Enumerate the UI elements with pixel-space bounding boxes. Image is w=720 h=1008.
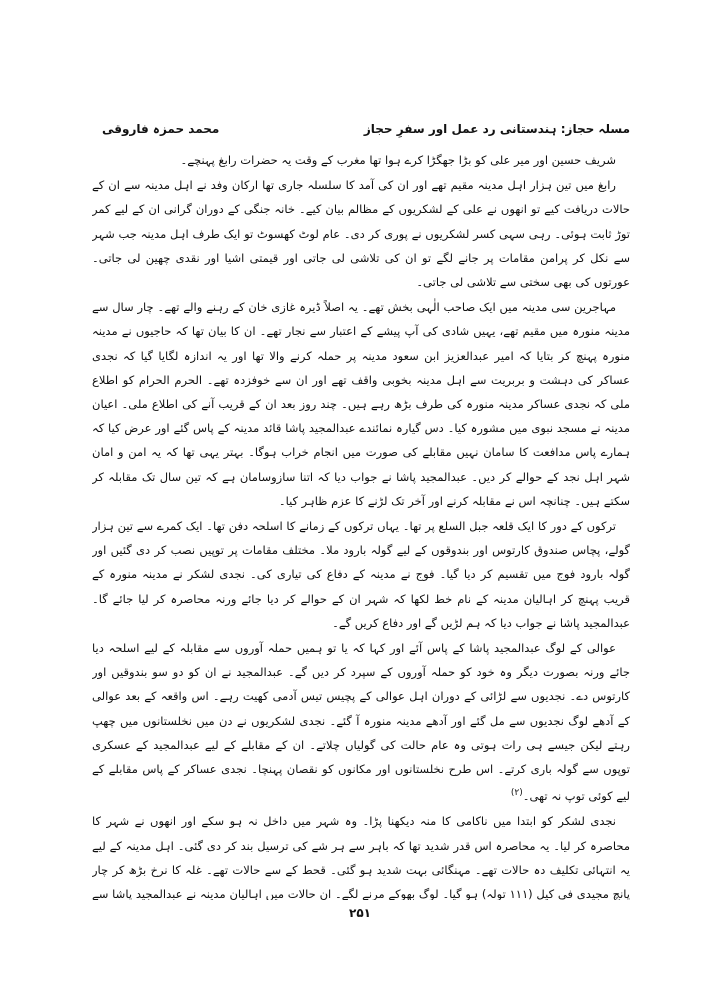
body-text — [92, 148, 630, 900]
paragraph — [92, 636, 630, 808]
page-number: ۲۵۱ — [349, 906, 371, 920]
paragraph: ترکوں کے دور کا ایک قلعہ جبل السلع پر تھا۔ یہاں ترکوں کے زمانے کا اسلحہ دفن تھا۔ ایک کمرے سے تین ہزار گولے، پچاس صندوق کارتوس اور بندوقوں کے لیے گولہ بارود ملا۔ مختلف مقامات پر توپیں نصب کر دی گئیں اور گولہ بارود فوج میں تقسیم کر دیا گیا۔ فوج نے مدینہ کے دفاع کی تیاری کی۔ نجدی لشکر نے مدینہ منورہ کے قریب پہنچ کر اہالیان مدینہ کے نام خط لکھا کہ شہر ان کے حوالے کر دیا جائے ورنہ محاصرہ کر لیا جائے گا۔ عبدالمجید پاشا نے جواب دیا کہ ہم لڑیں گے اور دفاع کریں گے۔ — [92, 519, 630, 630]
chapter-title: مسلہ حجاز: ہندستانی رد عمل اور سفرِ حجاز — [363, 122, 630, 136]
paragraph: مہاجرین سی مدینہ میں ایک صاحب الٰہی بخش تھے۔ یہ اصلاً ڈیرہ غازی خان کے رہنے والے تھے۔ چار سال سے مدینہ منورہ میں مقیم تھے، یہیں شادی کی آپ پیشے کے اعتبار سے نجار تھے۔ ان کا بیان تھا کہ حاجیوں نے مدینہ منورہ پہنچ کر بتایا کہ امیر عبدالعزیز ابن سعود مدینہ پر حملہ کرنے والا تھا اور یہ اندازہ لگایا گیا کہ نجدی عساکر کی دہشت و بربریت سے اہل مدینہ بخوبی واقف تھے اور ان سے خوفزدہ تھے۔ الحرم الحرام کو اطلاع ملی کہ نجدی عساکر مدینہ منورہ کی طرف بڑھ رہے ہیں۔ چند روز بعد ان کے قریب آنے کی اطلاع ملی۔ اعیان مدینہ نے مسجد نبوی میں مشورہ کیا۔ دس گیارہ نمائندے عبدالمجید پاشا قائد مدینہ کے پاس گئے اور عرض کیا کہ ہمارے پاس مدافعت کا سامان نہیں مقابلے کی صورت میں انجام خراب ہوگا۔ بہتر یہی تھا کہ یہ امن و امان شہر اہل نجد کے حوالے کر دیں۔ عبدالمجید پاشا نے جواب دیا کہ اتنا سازوسامان ہے کہ تین سال تک مقابلہ کر سکتے ہیں۔ چنانچہ اس نے مقابلہ کرنے اور آخر تک لڑنے کا عزم ظاہر کیا۔ — [92, 300, 630, 508]
paragraph: رابغ میں تین ہزار اہل مدینہ مقیم تھے اور ان کی آمد کا سلسلہ جاری تھا ارکان وفد نے اہل مدینہ سے ان کے حالات دریافت کیے تو انھوں نے علی کے لشکریوں کے مظالم بیان کیے۔ خانہ جنگی کے دوران گرانی ان کے لیے کمر توڑ ثابت ہوئی۔ رہی سہی کسر لشکریوں نے پوری کر دی۔ عام لوٹ کھسوٹ تو ایک طرف اہل مدینہ جب شہر سے نکل کر پرامن مقامات پر جانے لگے تو ان کی تلاشی لی جاتی اور قیمتی اشیا اور نقدی چھین لی جاتی۔ عورتوں کی بھی سختی سے تلاشی لی جاتی۔ — [92, 178, 630, 290]
paragraph-text: عوالی کے لوگ عبدالمجید پاشا کے پاس آئے اور کہا کہ یا تو ہمیں حملہ آوروں سے مقابلہ کے لیے اسلحہ دیا جائے ورنہ بصورت دیگر وہ خود کو حملہ آوروں کے سپرد کر دیں گے۔ عبدالمجید نے ان کو دو سو بندوقیں اور کارتوس دے۔ نجدیوں سے لڑائی کے دوران اہل عوالی کے پچیس تیس آدمی کھیت رہے۔ اس واقعہ کے بعد عوالی کے آدھے لوگ نجدیوں سے مل گئے اور آدھے مدینہ منورہ آ گئے۔ نجدی لشکریوں نے دن میں نخلستانوں میں چھپ رہتے لیکن جیسے ہی رات ہوتی وہ عام حالت کی گولیاں چلاتے۔ ان کے مقابلے کے لیے عبدالمجید کے عسکری توپوں سے گولہ باری کرتے۔ اس طرح نخلستانوں اور مکانوں کو نقصان پہنچا۔ نجدی عساکر کے پاس مقابلے کے لیے کوئی توپ نہ تھی۔ — [92, 641, 630, 804]
footnote-marker: (۲) — [510, 788, 523, 799]
paragraph: شریف حسین اور میر علی کو بڑا جھگڑا کرے ہوا تھا مغرب کے وقت یہ حضرات رابغ پہنچے۔ — [180, 153, 616, 167]
paragraph: نجدی لشکر کو ابتدا میں ناکامی کا منہ دیکھنا پڑا۔ وہ شہر میں داخل نہ ہو سکے اور انھوں نے شہر کا محاصرہ کر لیا۔ یہ محاصرہ اس قدر شدید تھا کہ باہر سے ہر شے کی ترسیل بند کر دی گئی۔ اہل مدینہ کے لیے یہ انتہائی تکلیف دہ حالات تھے۔ مہنگائی بہت شدید ہو گئی۔ قحط کے سے حالات تھے۔ غلہ کا نرخ بڑھ کر چار پانچ مجیدی فی کیل (۱۱۱ تولہ) ہو گیا۔ لوگ بھوکے مرنے لگے۔ ان حالات میں اہالیان مدینہ نے عبدالمجید پاشا سے — [92, 814, 630, 900]
author-name: محمد حمزہ فاروقی — [102, 122, 220, 136]
running-header — [102, 122, 630, 144]
